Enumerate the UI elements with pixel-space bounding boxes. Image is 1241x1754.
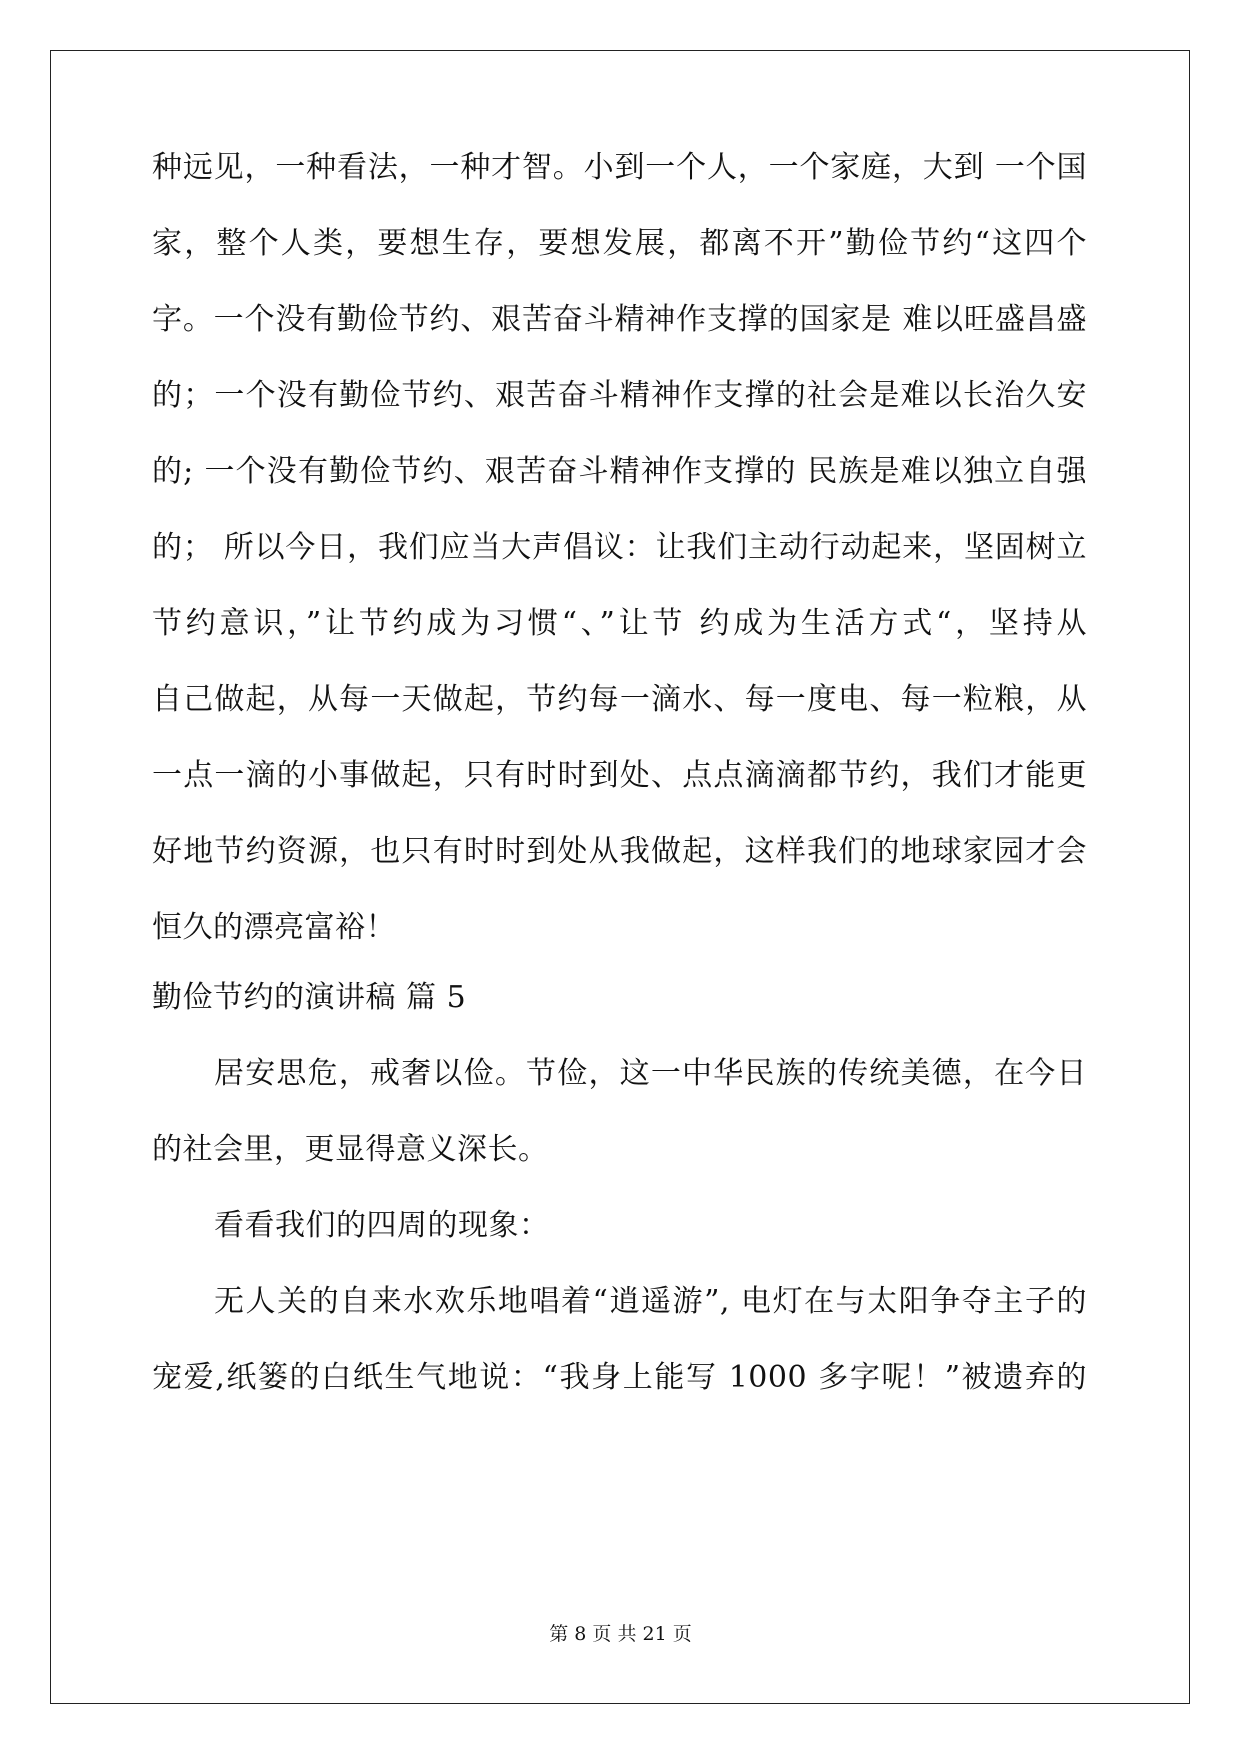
body-line: 节约意识，”让节约成为习惯“、”让节 约成为生活方式“，坚持从 [152,606,1087,641]
body-line: 的； 所以今日，我们应当大声倡议：让我们主动行动起来，坚固树立 [152,530,1087,565]
body-line: 恒久的漂亮富裕！ [152,910,396,945]
paragraph-line: 看看我们的四周的现象： [214,1208,550,1243]
body-line: 一点一滴的小事做起，只有时时到处、点点滴滴都节约，我们才能更 [152,758,1087,793]
page-border [50,50,1190,1704]
body-line: 种远见，一种看法，一种才智。小到一个人，一个家庭，大到 一个国 [152,150,1087,185]
body-line: 家，整个人类，要想生存，要想发展，都离不开”勤俭节约“这四个 [152,226,1087,261]
paragraph-line: 居安思危，戒奢以俭。节俭，这一中华民族的传统美德，在今日 [214,1056,1087,1091]
body-line: 字。一个没有勤俭节约、艰苦奋斗精神作支撑的国家是 难以旺盛昌盛 [152,302,1087,337]
paragraph-line: 无人关的自来水欢乐地唱着“逍遥游”, 电灯在与太阳争夺主子的 [214,1284,1087,1319]
body-line: 自己做起，从每一天做起，节约每一滴水、每一度电、每一粒粮，从 [152,682,1087,717]
body-line: 好地节约资源，也只有时时到处从我做起，这样我们的地球家园才会 [152,834,1087,869]
paragraph-line: 宠爱,纸篓的白纸生气地说：“我身上能写 1000 多字呢！”被遗弃的 [152,1360,1087,1395]
body-line: 的；一个没有勤俭节约、艰苦奋斗精神作支撑的社会是难以长治久安 [152,378,1087,413]
section-heading: 勤俭节约的演讲稿 篇 5 [152,980,467,1015]
page-number-footer: 第 8 页 共 21 页 [549,1623,692,1645]
body-line: 的; 一个没有勤俭节约、艰苦奋斗精神作支撑的 民族是难以独立自强 [152,454,1087,489]
paragraph-line: 的社会里，更显得意义深长。 [152,1132,549,1167]
